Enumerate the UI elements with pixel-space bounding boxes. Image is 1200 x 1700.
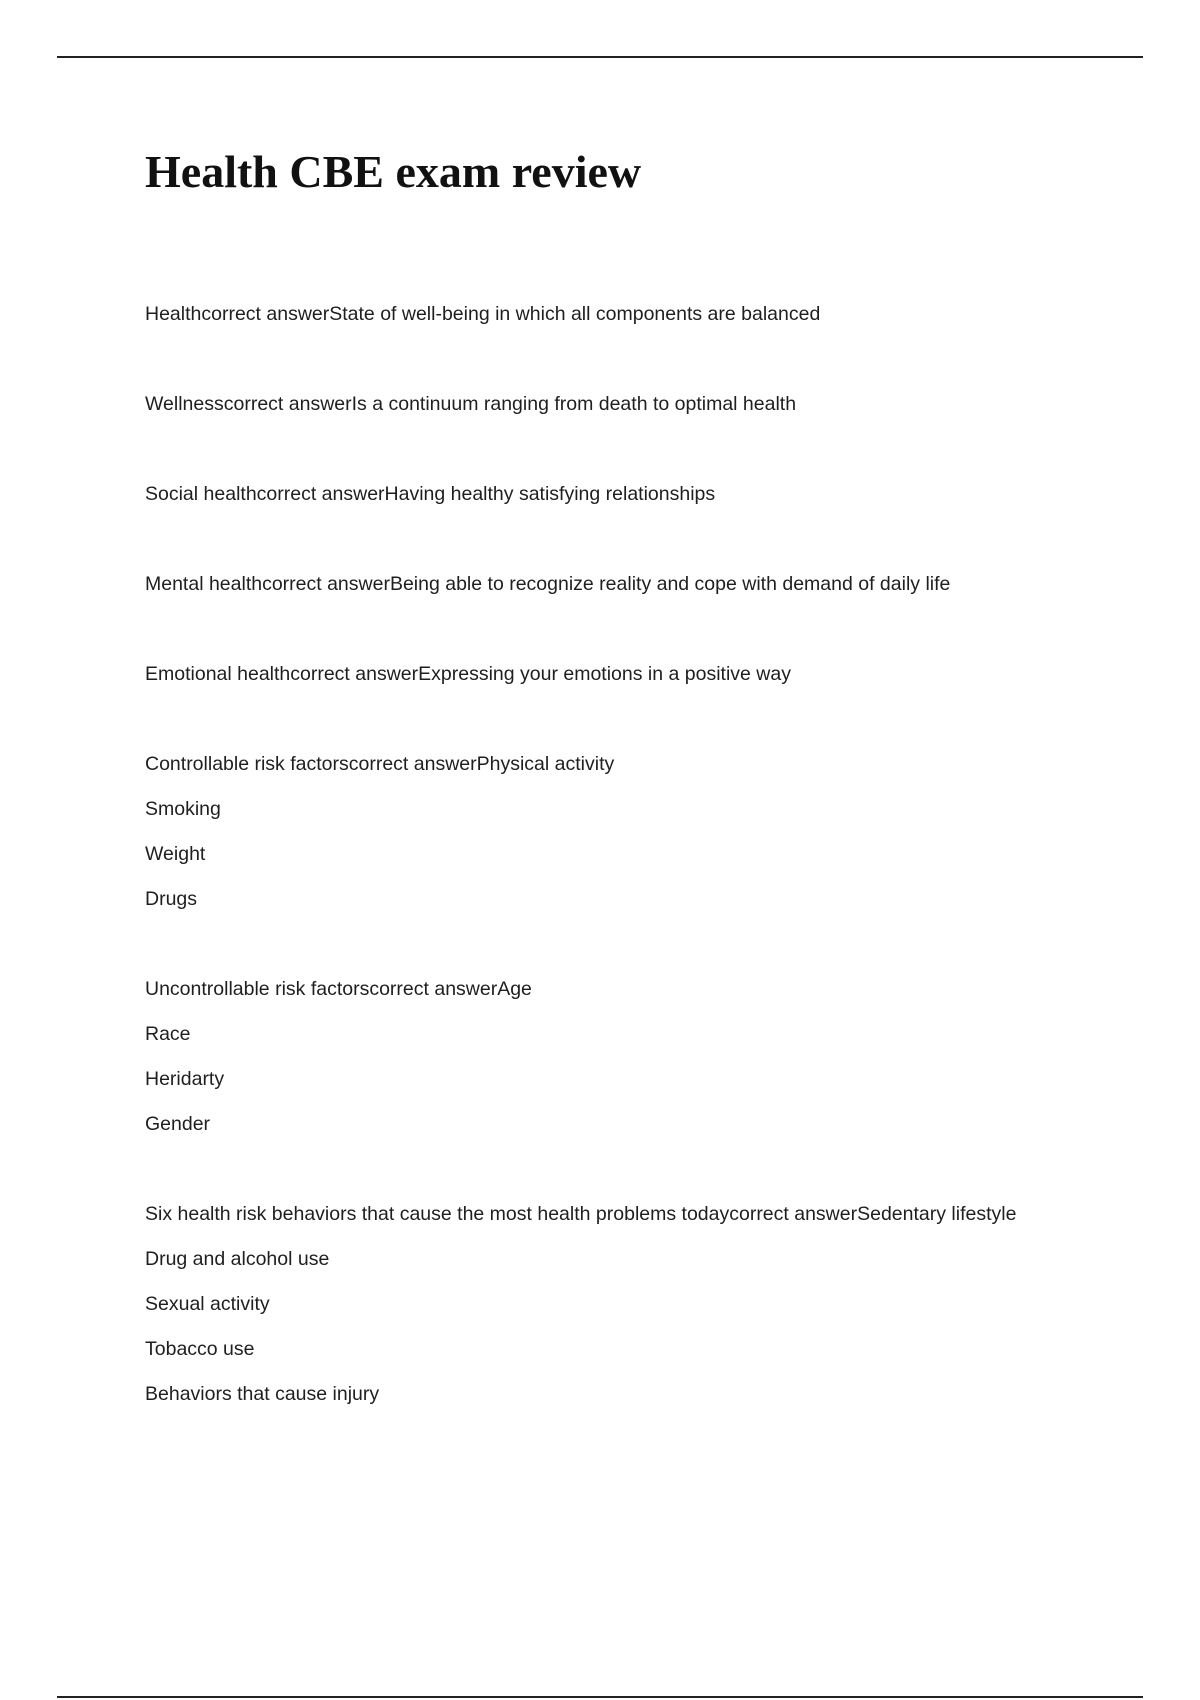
entry-line: Wellnesscorrect answerIs a continuum ranging from death to optimal health (145, 393, 797, 415)
entry-line: Six health risk behaviors that cause the most health problems todaycorrect answerSedentary lifestyle (145, 1203, 1017, 1225)
entry-emotional-health (145, 652, 1145, 697)
entry-line: Healthcorrect answerState of well-being in which all components are balanced (145, 303, 821, 325)
entry-line: Gender (145, 1113, 211, 1135)
entry-line: Emotional healthcorrect answerExpressing your emotions in a positive way (145, 663, 791, 685)
top-rule (57, 56, 1143, 58)
entry-line: Controllable risk factorscorrect answerPhysical activity (145, 753, 615, 775)
entry-line: Weight (145, 843, 206, 865)
entry-social-health (145, 472, 1145, 517)
entry-wellness (145, 382, 1145, 427)
entry-uncontrollable-risk-factors (145, 967, 1145, 1147)
entry-line: Behaviors that cause injury (145, 1383, 380, 1405)
entry-line: Uncontrollable risk factorscorrect answerAge (145, 978, 532, 1000)
entry-line: Drug and alcohol use (145, 1248, 330, 1270)
entry-line: Smoking (145, 798, 221, 820)
entry-line: Tobacco use (145, 1338, 255, 1360)
entry-controllable-risk-factors (145, 742, 1145, 922)
entry-six-risk-behaviors (145, 1192, 1145, 1417)
entry-line: Social healthcorrect answerHaving healthy satisfying relationships (145, 483, 716, 505)
entry-line: Sexual activity (145, 1293, 270, 1315)
entry-mental-health (145, 562, 1145, 607)
bottom-rule (57, 1696, 1143, 1698)
entry-health (145, 292, 1145, 337)
entry-list (145, 292, 1145, 1462)
entry-line: Heridarty (145, 1068, 225, 1090)
page-title: Health CBE exam review (145, 146, 642, 197)
entry-line: Race (145, 1023, 191, 1045)
entry-line: Mental healthcorrect answerBeing able to recognize reality and cope with demand of daily life (145, 573, 951, 595)
entry-line: Drugs (145, 888, 198, 910)
